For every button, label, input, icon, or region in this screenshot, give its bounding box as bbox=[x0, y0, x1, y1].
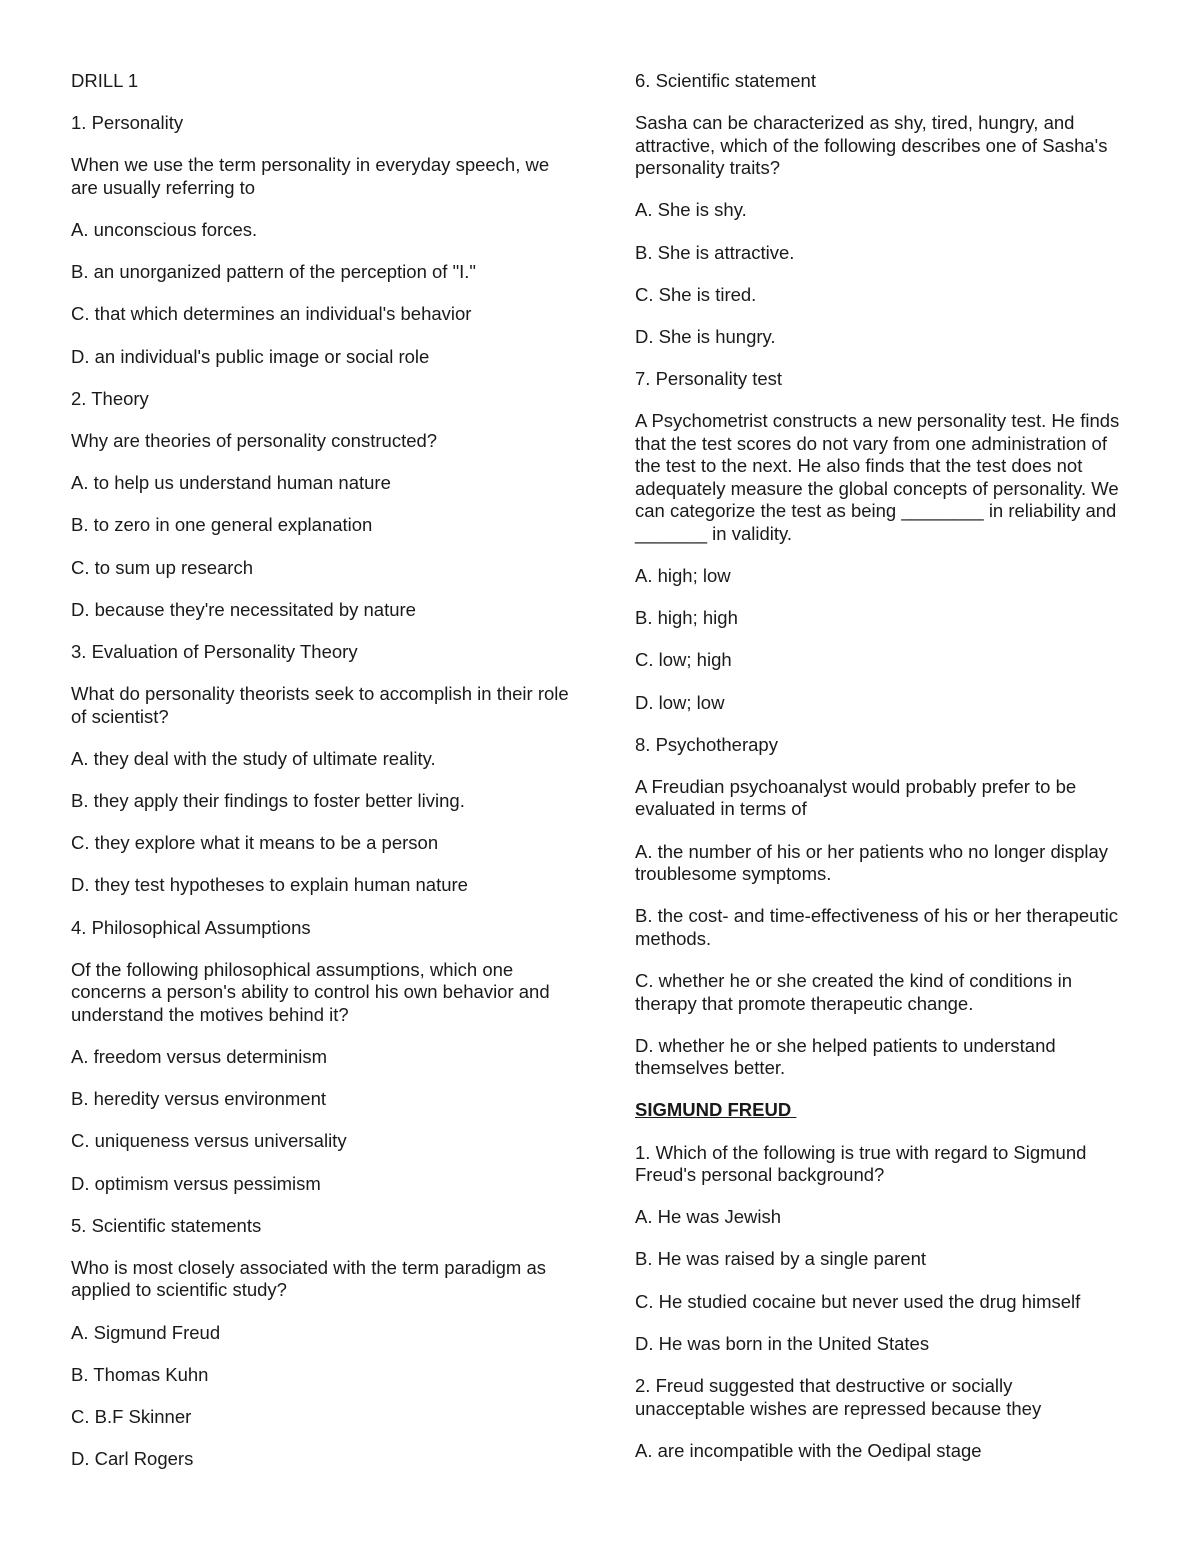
question-8-option-b: B. the cost- and time-effectiveness of his or her therapeutic methods. bbox=[635, 905, 1118, 949]
freud-question-2-option-a: A. are incompatible with the Oedipal stage bbox=[635, 1439, 982, 1461]
question-1-stem: When we use the term personality in everyday speech, we are usually referring to bbox=[71, 154, 550, 198]
freud-question-1-option-c: C. He studied cocaine but never used the drug himself bbox=[635, 1290, 1081, 1312]
question-7-option-d: D. low; low bbox=[635, 691, 725, 713]
question-1-option-d: D. an individual's public image or social role bbox=[71, 345, 430, 367]
question-1-topic: 1. Personality bbox=[71, 112, 184, 134]
question-5-topic: 5. Scientific statements bbox=[71, 1214, 262, 1236]
question-4-topic: 4. Philosophical Assumptions bbox=[71, 916, 311, 938]
freud-question-1-option-a: A. He was Jewish bbox=[635, 1206, 781, 1228]
question-6-option-b: B. She is attractive. bbox=[635, 241, 795, 263]
question-1-option-a: A. unconscious forces. bbox=[71, 219, 258, 241]
question-7-option-c: C. low; high bbox=[635, 649, 732, 671]
question-5-stem: Who is most closely associated with the term paradigm as applied to scientific study? bbox=[71, 1256, 547, 1301]
question-5-option-d: D. Carl Rogers bbox=[71, 1448, 194, 1470]
question-4-stem: Of the following philosophical assumptions, which one concerns a person's ability to control his own behavior and understand the motives behind it? bbox=[71, 958, 550, 1025]
question-5-option-b: B. Thomas Kuhn bbox=[71, 1363, 209, 1385]
freud-question-1-option-b: B. He was raised by a single parent bbox=[635, 1248, 927, 1270]
question-2-option-c: C. to sum up research bbox=[71, 556, 253, 578]
freud-question-2-stem: 2. Freud suggested that destructive or socially unacceptable wishes are repressed because they bbox=[635, 1375, 1042, 1419]
question-2-stem: Why are theories of personality constructed? bbox=[71, 430, 438, 451]
question-6-option-c: C. She is tired. bbox=[635, 283, 757, 305]
question-1-option-c: C. that which determines an individual's behavior bbox=[71, 303, 472, 325]
question-7-topic: 7. Personality test bbox=[635, 368, 783, 390]
left-column bbox=[71, 70, 571, 1490]
freud-question-1-stem: 1. Which of the following is true with regard to Sigmund Freud's personal background? bbox=[635, 1141, 1087, 1186]
question-2-option-a: A. to help us understand human nature bbox=[71, 472, 391, 494]
question-7-option-b: B. high; high bbox=[635, 607, 738, 629]
question-4-option-a: A. freedom versus determinism bbox=[71, 1045, 328, 1067]
right-column bbox=[635, 70, 1125, 1482]
question-6-option-d: D. She is hungry. bbox=[635, 325, 776, 347]
question-8-stem: A Freudian psychoanalyst would probably prefer to be evaluated in terms of bbox=[635, 775, 1077, 820]
freud-question-1-option-d: D. He was born in the United States bbox=[635, 1332, 930, 1354]
question-3-stem: What do personality theorists seek to accomplish in their role of scientist? bbox=[71, 683, 569, 727]
question-3-option-d: D. they test hypotheses to explain human nature bbox=[71, 874, 468, 896]
question-4-option-c: C. uniqueness versus universality bbox=[71, 1130, 347, 1152]
question-8-option-c: C. whether he or she created the kind of conditions in therapy that promote therapeutic change. bbox=[635, 970, 1073, 1014]
question-2-option-d: D. because they're necessitated by nature bbox=[71, 598, 416, 620]
question-7-option-a: A. high; low bbox=[635, 565, 731, 586]
question-1-option-b: B. an unorganized pattern of the perception of "I." bbox=[71, 261, 476, 283]
question-4-option-d: D. optimism versus pessimism bbox=[71, 1172, 321, 1194]
question-3-option-b: B. they apply their findings to foster better living. bbox=[71, 790, 465, 811]
question-8-option-a: A. the number of his or her patients who no longer display troublesome symptoms. bbox=[635, 840, 1109, 885]
question-7-stem: A Psychometrist constructs a new personality test. He finds that the test scores do not vary from one administration of the test to the next. He also finds that the test does not adequately measure the global concepts of personality. We can categorize the test as being ________ in reliability and _______ in validity. bbox=[635, 410, 1120, 544]
question-5-option-c: C. B.F Skinner bbox=[71, 1405, 192, 1427]
question-3-option-c: C. they explore what it means to be a person bbox=[71, 832, 439, 854]
question-5-option-a: A. Sigmund Freud bbox=[71, 1321, 221, 1343]
question-2-topic: 2. Theory bbox=[71, 387, 149, 409]
drill-title: DRILL 1 bbox=[71, 70, 139, 91]
question-8-option-d: D. whether he or she helped patients to understand themselves better. bbox=[635, 1034, 1056, 1079]
question-3-topic: 3. Evaluation of Personality Theory bbox=[71, 640, 358, 662]
question-8-topic: 8. Psychotherapy bbox=[635, 733, 778, 755]
question-6-option-a: A. She is shy. bbox=[635, 199, 747, 221]
question-6-topic: 6. Scientific statement bbox=[635, 70, 816, 91]
question-6-stem: Sasha can be characterized as shy, tired, hungry, and attractive, which of the following describes one of Sasha's personality traits? bbox=[635, 112, 1108, 179]
section-heading-sigmund-freud: SIGMUND FREUD bbox=[635, 1099, 797, 1121]
question-2-option-b: B. to zero in one general explanation bbox=[71, 514, 373, 536]
question-4-option-b: B. heredity versus environment bbox=[71, 1088, 327, 1110]
question-3-option-a: A. they deal with the study of ultimate reality. bbox=[71, 747, 436, 769]
